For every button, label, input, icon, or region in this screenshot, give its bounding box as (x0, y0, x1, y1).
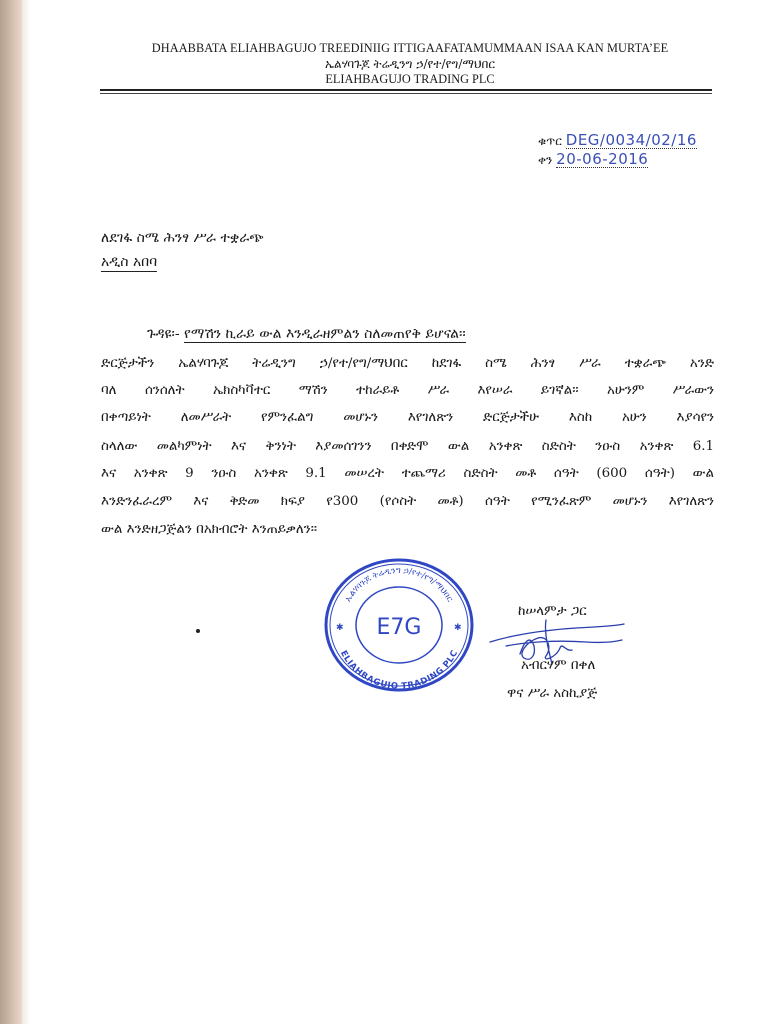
letterhead-amharic-name: ኤልሃባጉጆ ትሬዲንግ ኃ/የተ/የግ/ማህበር (324, 57, 496, 71)
closing-greeting: ከሠላምታ ጋር (518, 604, 587, 619)
body-line-4: ስላለው መልካምነት እና ቅንነት እያመሰገንን በቀድሞ ውል አንቀጽ ስድስት ንዑስ አንቀጽ 6.1 (101, 439, 714, 454)
stamp-logo: E7G (376, 615, 422, 640)
signer-title: ዋና ሥራ አስኪያጅ (507, 686, 598, 701)
signer-name: አብርሃም በቀለ (521, 658, 596, 673)
subject-line (147, 326, 466, 342)
company-seal-stamp (322, 556, 476, 694)
stamp-ring-text-top: ኤልሃባጉጆ ትሬዲንግ ኃ/የተ/የግ/ማህበር (343, 565, 455, 604)
stamp-star-left-icon: ✱ (336, 623, 344, 633)
letterhead-english-name: ELIAHBAGUJO TRADING PLC (325, 72, 495, 86)
body-line-5: እና አንቀጽ 9 ንዑስ አንቀጽ 9.1 መሠረት ተጨማሪ ስድስት መቶ ሰዓት (600 ሰዓት) ውል (101, 466, 714, 481)
date-label: ቀን (538, 153, 553, 167)
body-line-2: ባለ ሰንሰለት ኤክስካቫተር ማሽን ተከራይቶ ሥራ እየሠራ ይገኛል፡፡ አሁንም ሥራውን (101, 383, 714, 398)
date-handwritten: 20-06-2016 (556, 150, 649, 168)
reference-number (538, 131, 697, 149)
letterhead-oromo-name: DHAABBATA ELIAHBAGUJO TREEDINIIG ITTIGAAFATAMUMMAAN ISAA KAN MURTA’EE (151, 41, 669, 55)
scan-edge-highlight (22, 0, 30, 1024)
letter-page (30, 0, 768, 1024)
reference-value (565, 131, 697, 149)
stamp-star-right-icon: ✱ (454, 623, 462, 633)
recipient-city: አዲስ አበባ (101, 254, 158, 270)
stamp-ring-text-bottom: ELIAHBAGUJO TRADING PLC (337, 649, 461, 692)
subject-label: ጉዳዩ፡- (147, 326, 180, 342)
ink-speck (196, 629, 200, 633)
recipient-name: ለደገፋ ስሜ ሕንፃ ሥራ ተቋራጭ (101, 230, 264, 246)
body-line-6: እንድንፈራረም እና ቅድመ ክፍያ የ300 (የሶስት መቶ) ሰዓት የሚንፈጽም መሆኑን እየገለጽን (101, 494, 714, 509)
body-line-1: ድርጅታችን ኤልሃባጉጆ ትሬዲንግ ኃ/የተ/የግ/ማህበር ከደገፋ ስሜ ሕንፃ ሥራ ተቋራጭ አንድ (101, 356, 714, 371)
body-line-7: ውል እንድዘጋጅልን በአክብሮት እንጠይቃለን፡፡ (101, 522, 318, 537)
reference-date (538, 150, 648, 168)
letterhead-rule-thick (100, 89, 712, 91)
body-line-3: በቀጣይነት ለመሥራት የምንፈልግ መሆኑን እየገለጽን ድርጅታችሁ እስከ አሁን እያሳየን (101, 410, 714, 425)
subject-text: የማሽን ኪራይ ውል እንዲራዘምልን ስለመጠየቅ ይሆናል፡፡ (184, 326, 466, 342)
reference-label: ቁጥር (538, 134, 562, 148)
date-value (556, 150, 649, 168)
reference-handwritten: DEG/0034/02/16 (565, 131, 697, 149)
letterhead-rule-thin (100, 93, 712, 94)
